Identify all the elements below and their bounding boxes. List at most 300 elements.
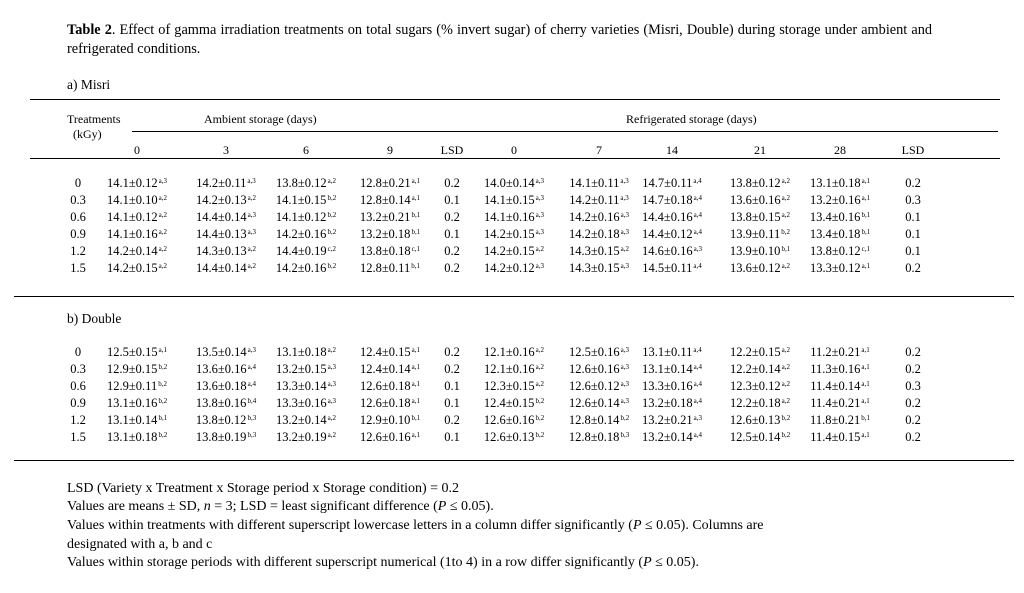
significance-superscript: b,3 (247, 431, 257, 439)
column-header: 7 (596, 143, 602, 157)
cell-value: 12.1±0.16 (484, 345, 535, 359)
cell-value: 12.6±0.18 (360, 379, 411, 393)
significance-superscript: b,2 (158, 380, 167, 388)
significance-superscript: a,4 (693, 177, 702, 185)
value-cell (93, 396, 181, 411)
cell-value: 14.4±0.14 (196, 210, 247, 224)
cell-value: 11.4±0.15 (810, 430, 861, 444)
value-cell (262, 193, 350, 208)
cell-value: 14.4±0.16 (642, 210, 693, 224)
significance-superscript: a,2 (327, 177, 336, 185)
cell-value: 14.4±0.13 (196, 227, 247, 241)
significance-superscript: b,2 (535, 397, 545, 405)
significance-superscript: a,2 (247, 245, 256, 253)
cell-value: 12.4±0.15 (360, 345, 411, 359)
significance-superscript: b,1 (861, 414, 870, 422)
value-cell (470, 430, 558, 445)
cell-value: 13.2±0.14 (642, 430, 693, 444)
significance-superscript: a,3 (327, 363, 336, 371)
cell-value: 13.2±0.15 (276, 362, 327, 376)
value-cell (716, 413, 804, 428)
cell-value: 0.2 (905, 176, 921, 190)
cell-value: 14.2±0.16 (275, 227, 327, 241)
significance-superscript: a,2 (535, 245, 544, 253)
significance-superscript: a,2 (535, 380, 544, 388)
treatment-dose: 0.9 (70, 396, 86, 410)
cell-value: 12.8±0.14 (360, 193, 411, 207)
cell-value: 13.8±0.12 (195, 413, 247, 427)
significance-superscript: a,2 (327, 431, 336, 439)
cell-value: 12.3±0.12 (730, 379, 781, 393)
significance-superscript: a,3 (535, 177, 544, 185)
value-cell (182, 261, 270, 276)
cell-value: 14.1±0.15 (484, 193, 535, 207)
significance-superscript: a,3 (620, 346, 629, 354)
treatments-header: Treatments (67, 112, 121, 126)
value-cell (182, 362, 270, 377)
significance-superscript: a,1 (411, 363, 420, 371)
cell-value: 13.1±0.11 (642, 345, 693, 359)
significance-superscript: a,1 (861, 194, 870, 202)
cell-value: 14.1±0.12 (107, 176, 158, 190)
value-cell (93, 227, 181, 242)
cell-value: 14.6±0.16 (642, 244, 693, 258)
cell-value: 14.0±0.14 (484, 176, 535, 190)
cell-value: 13.3±0.12 (810, 261, 861, 275)
significance-superscript: a,4 (693, 228, 702, 236)
significance-superscript: a,1 (411, 194, 420, 202)
value-cell (262, 227, 350, 242)
footnote-means-suffix: ≤ 0.05). (446, 499, 494, 514)
value-cell (470, 413, 558, 428)
value-cell (262, 261, 350, 276)
significance-superscript: b,1 (411, 211, 421, 219)
treatment-dose: 1.2 (70, 244, 86, 258)
cell-value: 13.2±0.19 (276, 430, 327, 444)
column-header: 21 (754, 143, 766, 157)
cell-value: 14.4±0.12 (642, 227, 693, 241)
footnote-numerals-part1: Values within storage periods with different superscript numerical (1to 4) in a row differ significantly ( (67, 555, 644, 570)
cell-value: 0.2 (905, 345, 921, 359)
treatment-dose: 0 (74, 345, 82, 359)
significance-superscript: b,1 (158, 414, 168, 422)
significance-superscript: a,3 (620, 363, 629, 371)
cell-value: 0.1 (444, 396, 460, 410)
value-cell (628, 227, 716, 242)
lsd-cell (869, 193, 957, 208)
value-cell (716, 176, 804, 191)
cell-value: 14.5±0.11 (642, 261, 693, 275)
cell-value: 11.2±0.21 (810, 345, 861, 359)
value-cell (470, 345, 558, 360)
significance-superscript: a,2 (781, 262, 790, 270)
section-title-misri: a) Misri (67, 77, 111, 92)
cell-value: 14.2±0.15 (484, 244, 535, 258)
significance-superscript: a,3 (620, 177, 629, 185)
value-cell (93, 176, 181, 191)
significance-superscript: a,1 (861, 177, 870, 185)
cell-value: 0.3 (905, 193, 921, 207)
column-header: 14 (666, 143, 678, 157)
subheader-rule (132, 131, 998, 132)
cell-value: 12.8±0.21 (360, 176, 411, 190)
cell-value: 13.8±0.16 (195, 396, 247, 410)
significance-superscript: a,4 (247, 363, 256, 371)
cell-value: 12.6±0.16 (483, 413, 535, 427)
cell-value: 12.4±0.15 (483, 396, 535, 410)
value-cell (716, 430, 804, 445)
lsd-cell (869, 345, 957, 360)
cell-value: 0.1 (905, 244, 921, 258)
cell-value: 13.9±0.11 (730, 227, 781, 241)
treatment-dose: 0.3 (70, 193, 86, 207)
cell-value: 0.1 (905, 210, 921, 224)
significance-superscript: a,3 (535, 211, 544, 219)
significance-superscript: b,2 (781, 414, 791, 422)
value-cell (262, 413, 350, 428)
cell-value: 12.5±0.16 (569, 345, 620, 359)
significance-superscript: a,3 (620, 262, 629, 270)
cell-value: 12.5±0.14 (729, 430, 781, 444)
value-cell (262, 379, 350, 394)
cell-value: 14.3±0.13 (196, 244, 247, 258)
significance-superscript: a,1 (411, 177, 420, 185)
significance-superscript: a,3 (620, 194, 629, 202)
significance-superscript: a,4 (693, 346, 702, 354)
significance-superscript: a,1 (411, 380, 420, 388)
value-cell (470, 244, 558, 259)
value-cell (182, 210, 270, 225)
cell-value: 13.4±0.18 (809, 227, 861, 241)
cell-value: 13.4±0.16 (809, 210, 861, 224)
significance-superscript: a,1 (411, 431, 420, 439)
column-header: 0 (511, 143, 517, 157)
significance-superscript: b,2 (158, 397, 168, 405)
value-cell (262, 244, 350, 259)
footnote-letters-line2: designated with a, b and c (67, 537, 213, 552)
significance-superscript: a,3 (247, 228, 256, 236)
cell-value: 12.3±0.15 (484, 379, 535, 393)
cell-value: 12.6±0.12 (569, 379, 620, 393)
cell-value: 13.1±0.14 (106, 413, 158, 427)
cell-value: 13.1±0.18 (276, 345, 327, 359)
significance-superscript: b,2 (535, 414, 545, 422)
cell-value: 13.2±0.21 (642, 413, 693, 427)
cell-value: 12.6±0.13 (483, 430, 535, 444)
cell-value: 14.7±0.18 (642, 193, 693, 207)
cell-value: 14.1±0.10 (107, 193, 158, 207)
lsd-cell (869, 379, 957, 394)
value-cell (182, 244, 270, 259)
cell-value: 12.6±0.18 (360, 396, 411, 410)
significance-superscript: a,4 (693, 194, 702, 202)
cell-value: 14.3±0.15 (569, 244, 620, 258)
significance-superscript: a,3 (327, 380, 336, 388)
significance-superscript: a,3 (247, 346, 256, 354)
cell-value: 14.2±0.15 (107, 261, 158, 275)
cell-value: 13.8±0.12 (730, 176, 781, 190)
cell-value: 0.1 (905, 227, 921, 241)
treatment-dose: 0 (74, 176, 82, 190)
value-cell (470, 379, 558, 394)
significance-superscript: b,2 (327, 262, 337, 270)
treatment-dose: 0.6 (70, 210, 86, 224)
value-cell (182, 430, 270, 445)
significance-superscript: b,1 (781, 245, 791, 253)
cell-value: 11.8±0.21 (810, 413, 861, 427)
significance-superscript: a,2 (781, 194, 790, 202)
significance-superscript: b,1 (861, 211, 871, 219)
cell-value: 13.2±0.18 (359, 227, 411, 241)
significance-superscript: a,4 (693, 363, 702, 371)
value-cell (628, 193, 716, 208)
significance-superscript: a,3 (535, 228, 544, 236)
cell-value: 0.2 (444, 413, 460, 427)
value-cell (628, 396, 716, 411)
significance-superscript: a,4 (693, 380, 702, 388)
cell-value: 14.7±0.11 (642, 176, 693, 190)
value-cell (628, 362, 716, 377)
cell-value: 12.5±0.15 (107, 345, 158, 359)
cell-value: 0.2 (905, 261, 921, 275)
value-cell (262, 362, 350, 377)
cell-value: 14.2±0.16 (569, 210, 620, 224)
lsd-cell (869, 413, 957, 428)
significance-superscript: b,1 (411, 262, 420, 270)
value-cell (182, 413, 270, 428)
cell-value: 14.4±0.19 (276, 244, 327, 258)
significance-superscript: a,3 (158, 177, 167, 185)
significance-superscript: a,2 (781, 397, 790, 405)
significance-superscript: a,1 (861, 262, 870, 270)
significance-superscript: a,2 (535, 346, 544, 354)
cell-value: 14.2±0.16 (275, 261, 327, 275)
treatment-dose: 1.2 (70, 413, 86, 427)
cell-value: 13.3±0.16 (276, 396, 327, 410)
cell-value: 0.1 (444, 193, 460, 207)
significance-superscript: b,2 (535, 431, 545, 439)
value-cell (262, 210, 350, 225)
lsd-cell (869, 396, 957, 411)
significance-superscript: b,2 (158, 431, 168, 439)
significance-superscript: a,3 (247, 177, 256, 185)
cell-value: 11.4±0.14 (810, 379, 861, 393)
cell-value: 14.1±0.12 (275, 210, 327, 224)
value-cell (716, 261, 804, 276)
cell-value: 14.2±0.14 (107, 244, 158, 258)
value-cell (182, 396, 270, 411)
significance-superscript: a,3 (327, 397, 336, 405)
value-cell (716, 227, 804, 242)
significance-superscript: b,2 (781, 228, 790, 236)
cell-value: 14.1±0.11 (569, 176, 620, 190)
cell-value: 13.1±0.18 (106, 430, 158, 444)
cell-value: 14.4±0.14 (196, 261, 247, 275)
significance-superscript: a,3 (620, 380, 629, 388)
significance-superscript: a,2 (620, 245, 629, 253)
significance-superscript: b,1 (861, 228, 871, 236)
significance-superscript: b,2 (158, 363, 168, 371)
treatment-dose: 0.3 (70, 362, 86, 376)
significance-superscript: a,3 (535, 194, 544, 202)
significance-superscript: b,3 (247, 414, 257, 422)
cell-value: 12.6±0.16 (569, 362, 620, 376)
significance-superscript: a,4 (693, 211, 702, 219)
value-cell (93, 345, 181, 360)
value-cell (182, 176, 270, 191)
significance-superscript: a,4 (693, 431, 702, 439)
cell-value: 13.2±0.16 (810, 193, 861, 207)
footnote-means-prefix: Values are means ± SD, (67, 499, 204, 514)
cell-value: 12.9±0.15 (106, 362, 158, 376)
cell-value: 0.2 (444, 244, 460, 258)
significance-superscript: a,2 (781, 346, 790, 354)
value-cell (628, 345, 716, 360)
value-cell (93, 413, 181, 428)
value-cell (716, 210, 804, 225)
cell-value: 13.1±0.16 (106, 396, 158, 410)
significance-superscript: a,2 (247, 262, 256, 270)
cell-value: 12.6±0.13 (729, 413, 781, 427)
table-label: Table 2 (67, 22, 112, 38)
cell-value: 0.2 (444, 176, 460, 190)
cell-value: 12.2±0.14 (730, 362, 781, 376)
significance-superscript: a,2 (781, 380, 790, 388)
significance-superscript: a,2 (158, 262, 167, 270)
cell-value: 13.2±0.18 (642, 396, 693, 410)
cell-value: 14.1±0.15 (275, 193, 327, 207)
treatment-dose: 0.6 (70, 379, 86, 393)
value-cell (470, 261, 558, 276)
value-cell (93, 244, 181, 259)
cell-value: 13.8±0.19 (195, 430, 247, 444)
cell-value: 13.8±0.12 (810, 244, 861, 258)
cell-value: 0.2 (444, 345, 460, 359)
cell-value: 14.2±0.18 (569, 227, 620, 241)
cell-value: 0.2 (444, 210, 460, 224)
column-header: 6 (303, 143, 309, 157)
footnote-letters-part2: ≤ 0.05). Columns are (641, 518, 764, 533)
value-cell (716, 379, 804, 394)
value-cell (716, 193, 804, 208)
significance-superscript: a,2 (327, 346, 336, 354)
cell-value: 12.8±0.18 (568, 430, 620, 444)
significance-superscript: a,1 (861, 346, 870, 354)
significance-superscript: c,2 (327, 245, 336, 253)
column-header: 0 (134, 143, 140, 157)
significance-superscript: a,3 (693, 414, 702, 422)
cell-value: 0.1 (444, 379, 460, 393)
footnote-p-symbol: P (437, 499, 447, 514)
cell-value: 14.2±0.12 (484, 261, 535, 275)
significance-superscript: c,1 (861, 245, 870, 253)
value-cell (716, 362, 804, 377)
value-cell (262, 396, 350, 411)
cell-value: 13.2±0.14 (276, 413, 327, 427)
cell-value: 14.2±0.11 (196, 176, 247, 190)
significance-superscript: b,2 (620, 414, 630, 422)
significance-superscript: a,4 (693, 262, 702, 270)
cell-value: 14.1±0.16 (484, 210, 535, 224)
cell-value: 13.6±0.12 (730, 261, 781, 275)
value-cell (470, 396, 558, 411)
footnote-means-mid: = 3; LSD = least significant difference ( (210, 499, 438, 514)
table-caption-text: . Effect of gamma irradiation treatments on total sugars (% invert sugar) of cherry varieties (Misri, Double) during storage under ambient and refrigerated conditions. (67, 22, 932, 57)
significance-superscript: b,1 (411, 414, 421, 422)
value-cell (182, 379, 270, 394)
significance-superscript: a,2 (158, 245, 167, 253)
lsd-cell (869, 430, 957, 445)
value-cell (93, 210, 181, 225)
treatment-dose: 0.9 (70, 227, 86, 241)
treatments-unit: (kGy) (73, 127, 102, 141)
significance-superscript: a,2 (158, 228, 167, 236)
significance-superscript: a,3 (620, 228, 629, 236)
significance-superscript: a,1 (861, 431, 870, 439)
significance-superscript: b,1 (411, 228, 421, 236)
cell-value: 13.8±0.18 (360, 244, 411, 258)
cell-value: 14.3±0.15 (569, 261, 620, 275)
value-cell (628, 413, 716, 428)
significance-superscript: a,3 (620, 211, 629, 219)
significance-superscript: a,2 (158, 194, 167, 202)
lsd-cell (869, 244, 957, 259)
cell-value: 14.2±0.11 (569, 193, 620, 207)
significance-superscript: b,2 (327, 228, 337, 236)
value-cell (262, 345, 350, 360)
misri-bottom-rule (14, 296, 1014, 297)
footnote-numerals-part2: ≤ 0.05). (651, 555, 699, 570)
value-cell (716, 244, 804, 259)
cell-value: 14.1±0.16 (107, 227, 158, 241)
value-cell (93, 193, 181, 208)
value-cell (628, 430, 716, 445)
footnote-numerals (67, 555, 699, 571)
lsd-cell (869, 261, 957, 276)
section-title-double: b) Double (67, 311, 122, 326)
cell-value: 14.1±0.12 (107, 210, 158, 224)
cell-value: 0.2 (444, 261, 460, 275)
cell-value: 13.2±0.21 (359, 210, 411, 224)
significance-superscript: a,1 (861, 363, 870, 371)
column-header: LSD (901, 143, 925, 157)
header-bottom-rule (30, 158, 1000, 159)
significance-superscript: c,1 (411, 245, 420, 253)
value-cell (470, 362, 558, 377)
lsd-cell (869, 227, 957, 242)
significance-superscript: a,1 (411, 397, 420, 405)
value-cell (182, 193, 270, 208)
cell-value: 12.8±0.14 (568, 413, 620, 427)
significance-superscript: b,2 (781, 431, 791, 439)
value-cell (470, 176, 558, 191)
significance-superscript: b,4 (247, 397, 257, 405)
cell-value: 12.4±0.14 (360, 362, 411, 376)
significance-superscript: a,3 (620, 397, 629, 405)
column-header: LSD (440, 143, 464, 157)
cell-value: 13.6±0.18 (196, 379, 247, 393)
value-cell (470, 193, 558, 208)
cell-value: 13.1±0.18 (810, 176, 861, 190)
significance-superscript: a,1 (861, 380, 870, 388)
significance-superscript: a,4 (693, 397, 702, 405)
significance-superscript: a,1 (861, 397, 870, 405)
column-header: 9 (387, 143, 393, 157)
cell-value: 12.2±0.18 (730, 396, 781, 410)
value-cell (262, 176, 350, 191)
value-cell (182, 345, 270, 360)
cell-value: 12.9±0.10 (359, 413, 411, 427)
